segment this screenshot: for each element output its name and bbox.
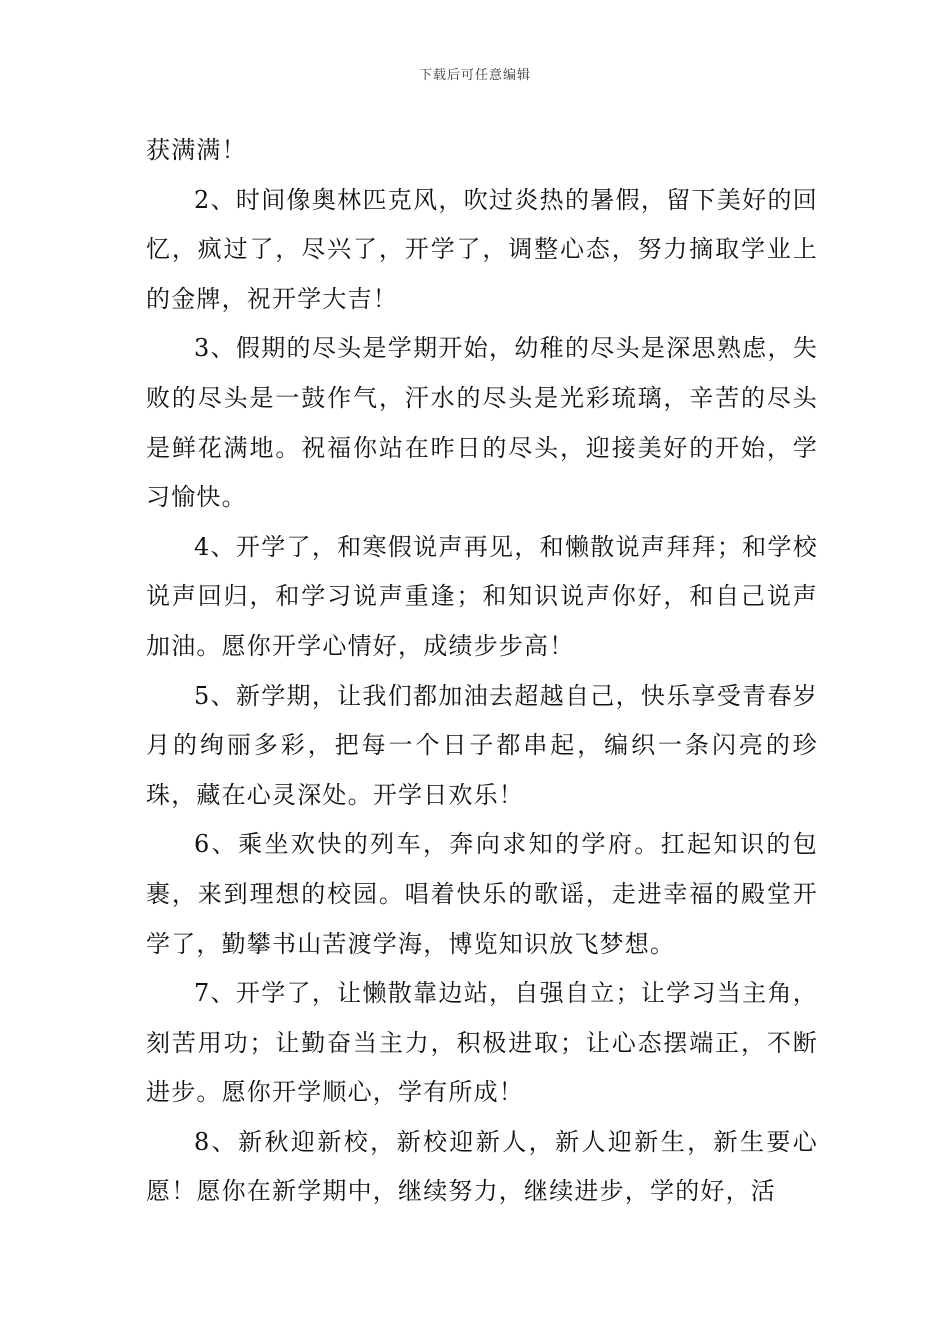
paragraph-4: 4、开学了，和寒假说声再见，和懒散说声拜拜；和学校说声回归，和学习说声重逢；和知识说声你好，和自己说声加油。愿你开学心情好，成绩步步高！ bbox=[146, 532, 818, 660]
paragraph-continuation: 获满满！ bbox=[146, 136, 247, 164]
paragraph-3: 3、假期的尽头是学期开始，幼稚的尽头是深思熟虑，失败的尽头是一鼓作气，汗水的尽头是光彩琉璃，辛苦的尽头是鲜花满地。祝福你站在昨日的尽头，迎接美好的开始，学习愉快。 bbox=[146, 334, 818, 512]
paragraph-6: 6、乘坐欢快的列车，奔向求知的学府。扛起知识的包裹，来到理想的校园。唱着快乐的歌谣，走进幸福的殿堂开学了，勤攀书山苦渡学海，博览知识放飞梦想。 bbox=[146, 830, 818, 958]
page-header: 下载后可任意编辑 bbox=[418, 68, 531, 83]
document-body bbox=[146, 126, 818, 1217]
paragraph-8: 8、新秋迎新校，新校迎新人，新人迎新生，新生要心愿！愿你在新学期中，继续努力，继续进步，学的好，活 bbox=[146, 1127, 818, 1206]
paragraph-7: 7、开学了，让懒散靠边站，自强自立；让学习当主角，刻苦用功；让勤奋当主力，积极进取；让心态摆端正，不断进步。愿你开学顺心，学有所成！ bbox=[146, 979, 818, 1107]
paragraph-2: 2、时间像奥林匹克风，吹过炎热的暑假，留下美好的回忆，疯过了，尽兴了，开学了，调整心态，努力摘取学业上的金牌，祝开学大吉！ bbox=[146, 185, 818, 313]
paragraph-5: 5、新学期，让我们都加油去超越自己，快乐享受青春岁月的绚丽多彩，把每一个日子都串起，编织一条闪亮的珍珠，藏在心灵深处。开学日欢乐！ bbox=[146, 681, 818, 809]
